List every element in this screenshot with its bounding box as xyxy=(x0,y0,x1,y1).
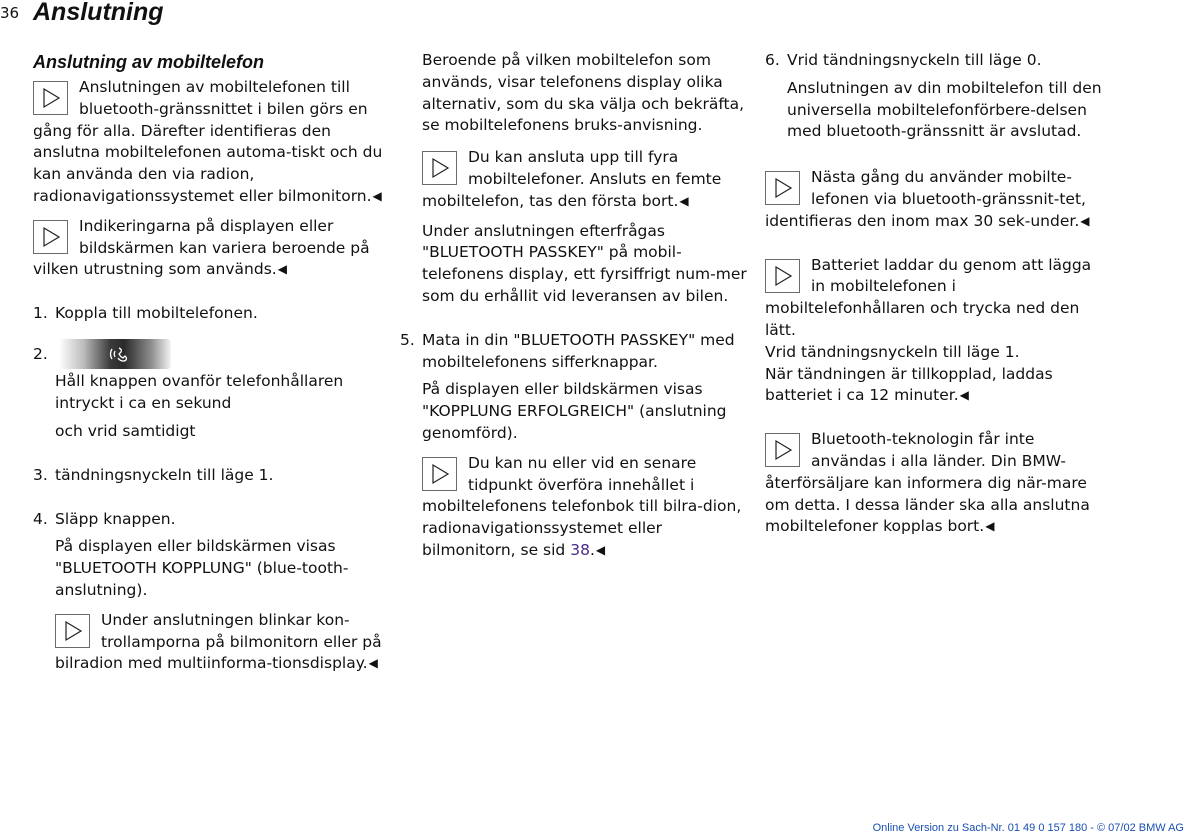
note-text-2: Vrid tändningsnyckeln till läge 1. xyxy=(765,342,1020,361)
note-text: Anslutningen av mobiltelefonen till bluetooth-gränssnittet i bilen görs en gång för alla. Därefter identifieras den anslutna mobiltelefonen automa-tiskt och du kan använda den via radion, radionavigationssystemet eller bilmonitorn. xyxy=(33,78,383,205)
page-link-38[interactable]: 38 xyxy=(570,540,590,559)
column-1 xyxy=(33,50,385,675)
end-mark-icon: ◀ xyxy=(1080,213,1090,228)
note-text: Under anslutningen blinkar kon-trollamporna på bilmonitorn eller på bilradion med multiinforma-tionsdisplay. xyxy=(55,610,382,673)
step-5-text: På displayen eller bildskärmen visas "KOPPLUNG ERFOLGREICH" (anslutning genomförd). xyxy=(422,380,727,442)
step-text: tändningsnyckeln till läge 1. xyxy=(55,465,274,484)
note-triangle-icon xyxy=(33,81,68,115)
step-number: 5. xyxy=(400,330,415,349)
step-4 xyxy=(33,509,385,531)
step-4-text: På displayen eller bildskärmen visas "BLUETOOTH KOPPLUNG" (blue-tooth-anslutning). xyxy=(55,537,349,600)
step-number: 4. xyxy=(33,509,48,528)
step-1 xyxy=(33,303,385,325)
note-triangle-icon xyxy=(422,151,457,185)
note-text: Nästa gång du använder mobilte-lefonen via bluetooth-gränssnit-tet, identifieras den inom max 30 sek-under. xyxy=(765,168,1086,230)
note-text: Batteriet laddar du genom att lägga in mobiltelefonen i mobiltelefonhållaren och trycka ned den lätt. xyxy=(765,255,1092,339)
step-6-text: Anslutningen av din mobiltelefon till den universella mobiltelefonförbere-delsen med bluetooth-gränssnitt är avslutad. xyxy=(787,78,1102,141)
note-6 xyxy=(765,167,1110,232)
note-1 xyxy=(33,77,385,208)
step-text: Koppla till mobiltelefonen. xyxy=(55,304,258,323)
footer-text: Online Version zu Sach-Nr. 01 49 0 157 180 - © 07/02 BMW AG xyxy=(872,822,1184,834)
note-text: Du kan ansluta upp till fyra mobiltelefoner. Ansluts en femte mobiltelefon, tas den första bort. xyxy=(422,148,722,210)
step-number: 3. xyxy=(33,465,48,484)
note-2 xyxy=(33,216,385,281)
note-triangle-icon xyxy=(765,171,800,205)
paragraph-2: Under anslutningen efterfrågas "BLUETOOTH PASSKEY" på mobil-telefonens display, ett fyrsiffrigt num-mer som du erhållit vid leveransen av bilen. xyxy=(422,221,747,305)
step-number: 6. xyxy=(765,51,780,69)
note-triangle-icon xyxy=(55,614,90,648)
note-triangle-icon xyxy=(422,457,457,491)
step-number: 1. xyxy=(33,304,48,323)
note-triangle-icon xyxy=(765,433,800,467)
end-mark-icon: ◀ xyxy=(277,262,287,277)
column-2 xyxy=(400,50,750,562)
step-text: Släpp knappen. xyxy=(55,509,176,528)
note-8 xyxy=(765,429,1110,538)
note-tail: . xyxy=(589,540,595,559)
page-number: 36 xyxy=(0,4,20,22)
end-mark-icon: ◀ xyxy=(959,388,969,403)
phone-button-icon xyxy=(59,339,171,369)
step-2-text: Håll knappen ovanför telefonhållaren intryckt i ca en sekund xyxy=(55,372,344,413)
note-4 xyxy=(400,147,750,212)
step-text: Mata in din "BLUETOOTH PASSKEY" med mobiltelefonens sifferknappar. xyxy=(422,330,735,371)
step-3 xyxy=(33,465,385,487)
step-number: 2. xyxy=(33,344,48,363)
note-text: Bluetooth-teknologin får inte användas i alla länder. Din BMW-återförsäljare kan informera dig när-mare om detta. I dessa länder ska alla anslutna mobiltelefoner kopplas bort. xyxy=(765,430,1090,536)
end-mark-icon: ◀ xyxy=(372,188,382,203)
note-text: Indikeringarna på displayen eller bildskärmen kan variera beroende på vilken utrustning som används. xyxy=(33,216,370,279)
column-3 xyxy=(765,50,1110,538)
note-triangle-icon xyxy=(765,259,800,293)
step-6 xyxy=(765,50,1110,72)
note-text: Du kan nu eller vid en senare tidpunkt överföra innehållet i mobiltelefonens telefonbok till bilra-dion, radionavigationssystemet eller bilmonitorn, se sid xyxy=(422,453,742,559)
end-mark-icon: ◀ xyxy=(985,519,995,534)
page-title: Anslutning xyxy=(33,0,164,26)
end-mark-icon: ◀ xyxy=(679,193,689,208)
section-heading: Anslutning av mobiltelefon xyxy=(33,52,265,72)
note-7 xyxy=(765,255,1110,408)
paragraph-1: Beroende på vilken mobiltelefon som används, visar telefonens display olika alternativ, som du ska välja och bekräfta, se mobiltelefonens bruks-anvisning. xyxy=(422,51,745,135)
step-5 xyxy=(400,330,750,374)
note-5 xyxy=(400,453,750,562)
step-text: Vrid tändningsnyckeln till läge 0. xyxy=(787,51,1042,69)
step-2 xyxy=(33,339,385,370)
note-text-3: När tändningen är tillkopplad, laddas batteriet i ca 12 minuter. xyxy=(765,364,1053,405)
end-mark-icon: ◀ xyxy=(595,542,606,557)
note-triangle-icon xyxy=(33,220,68,254)
note-3 xyxy=(33,610,385,675)
end-mark-icon: ◀ xyxy=(368,656,378,671)
step-2-text-2: och vrid samtidigt xyxy=(55,422,196,441)
